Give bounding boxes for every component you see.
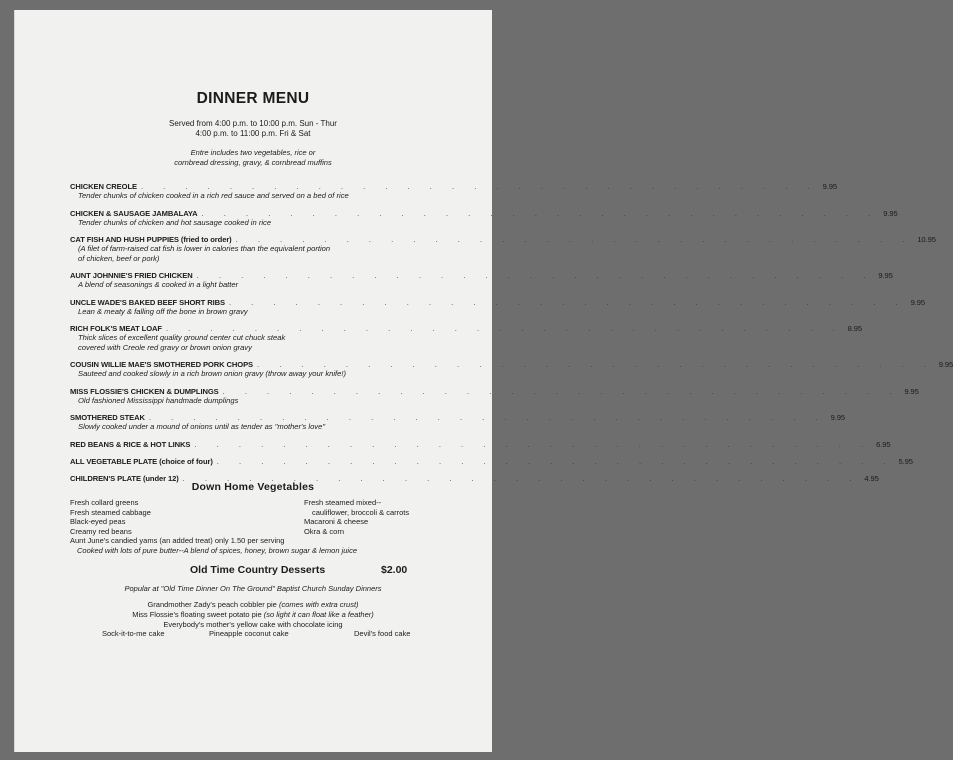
dot-leader: . . . . . . . . . . . . . . . . . . . . . . . . . . . . . . . — [235, 235, 914, 244]
menu-item-name: CAT FISH AND HUSH PUPPIES (fried to order) — [70, 235, 232, 244]
menu-item-price: 6.95 — [876, 439, 891, 449]
menu-item-description: Sauteed and cooked slowly in a rich brown onion gravy (throw away your knife!) — [78, 369, 347, 378]
menu-item-name: AUNT JOHNNIE'S FRIED CHICKEN — [70, 271, 193, 280]
dessert-item — [14, 610, 492, 620]
menu-item — [70, 360, 953, 379]
desserts-subtitle: Popular at "Old Time Dinner On The Ground" Baptist Church Sunday Dinners — [124, 584, 382, 593]
vegetables-right — [304, 498, 440, 536]
menu-item-description: covered with Creole red gravy or brown onion gravy — [78, 342, 252, 352]
dot-leader: . . . . . . . . . . . . . . . . . . . . . . . . . . . . . . . — [148, 413, 827, 422]
dot-leader: . . . . . . . . . . . . . . . . . . . . . . . . . . . . . . . — [257, 360, 935, 369]
list-item: Fresh collard greens — [70, 498, 139, 507]
menu-item-description: Old fashioned Mississippi handmade dumplings — [78, 395, 239, 405]
menu-item-description: of chicken, beef or pork) — [78, 253, 160, 263]
desserts-price: $2.00 — [381, 564, 408, 576]
entre-note — [14, 148, 492, 167]
dot-leader: . . . . . . . . . . . . . . . . . . . . . . . . . . . . . . . — [140, 182, 819, 191]
menu-item-price: 5.95 — [898, 456, 913, 466]
menu-item-line — [70, 324, 863, 333]
hours-line-2: 4:00 p.m. to 11:00 p.m. Fri & Sat — [195, 129, 311, 138]
vegetables-title: Down Home Vegetables — [191, 481, 315, 493]
menu-page — [14, 10, 953, 752]
menu-item-line — [70, 386, 919, 396]
dot-leader: . . . . . . . . . . . . . . . . . . . . . . . . . . . . . . . — [194, 439, 873, 449]
menu-item-line — [70, 271, 893, 280]
list-item: Macaroni & cheese — [304, 517, 369, 527]
dot-leader: . . . . . . . . . . . . . . . . . . . . . . . . . . . . . . . — [201, 208, 880, 218]
dot-leader: . . . . . . . . . . . . . . . . . . . . . . . . . . . . . . . — [182, 473, 861, 483]
menu-item-line — [70, 235, 936, 244]
menu-item-price: 10.95 — [917, 235, 936, 244]
menu-item-name: SMOTHERED STEAK — [70, 413, 145, 422]
hours-line-1: Served from 4:00 p.m. to 10:00 p.m. Sun - Thur — [169, 119, 337, 128]
desserts-list — [14, 600, 492, 630]
menu-item-price: 9.95 — [904, 386, 919, 396]
menu-item-line — [70, 297, 926, 307]
yams-note: Cooked with lots of pure butter--A blend of spices, honey, brown sugar & lemon juice — [77, 545, 358, 555]
menu-item-description: (A filet of farm-raised cat fish is lower in calories than the equivalent portion — [78, 244, 331, 253]
menu-item-description: A blend of seasonings & cooked in a light batter — [78, 280, 239, 289]
dot-leader: . . . . . . . . . . . . . . . . . . . . . . . . . . . . . . . — [222, 386, 901, 396]
menu-item — [70, 208, 898, 228]
menu-item-price: 9.95 — [878, 271, 893, 280]
menu-item-name: RICH FOLK'S MEAT LOAF — [70, 324, 162, 333]
menu-item — [70, 456, 913, 466]
menu-item-description: Slowly cooked under a mound of onions until as tender as "mother's love" — [78, 422, 326, 431]
menu-item-price: 9.95 — [910, 297, 926, 307]
menu-item-price: 4.95 — [864, 473, 879, 483]
menu-title: DINNER MENU — [196, 90, 310, 107]
menu-item-line — [70, 439, 891, 449]
menu-item-name: CHICKEN CREOLE — [70, 182, 137, 191]
dessert-item — [14, 600, 492, 610]
menu-item-description: Thick slices of excellent quality ground center cut chuck steak — [78, 333, 286, 342]
menu-item-name: ALL VEGETABLE PLATE (choice of four) — [70, 456, 213, 466]
menu-item-name: CHILDREN'S PLATE (under 12) — [70, 473, 179, 483]
menu-item-price: 9.95 — [830, 413, 845, 422]
dot-leader: . . . . . . . . . . . . . . . . . . . . . . . . . . . . . . . — [196, 271, 875, 280]
list-item: Okra & corn — [304, 526, 345, 536]
list-item: Fresh steamed mixed-- — [304, 498, 382, 507]
hours — [14, 119, 492, 139]
dessert-item: Devil's food cake — [354, 629, 411, 638]
menu-item-line — [70, 182, 838, 191]
entre-line-1: Entre includes two vegetables, rice or — [190, 148, 316, 157]
dot-leader: . . . . . . . . . . . . . . . . . . . . . . . . . . . . . . . — [216, 456, 895, 466]
menu-item-line — [70, 208, 898, 218]
list-item: Creamy red beans — [70, 526, 132, 536]
list-item: Black-eyed peas — [70, 517, 126, 527]
menu-item — [70, 182, 838, 201]
dot-leader: . . . . . . . . . . . . . . . . . . . . . . . . . . . . . . . — [228, 297, 907, 307]
menu-item-price: 9.95 — [822, 182, 838, 191]
dessert-name: Miss Flossie's floating sweet potato pie — [132, 610, 264, 619]
dessert-note: (comes with extra crust) — [278, 600, 359, 609]
menu-item — [70, 413, 845, 432]
menu-item-name: CHICKEN & SAUSAGE JAMBALAYA — [70, 208, 198, 218]
dessert-item: Sock-it-to-me cake — [102, 629, 165, 638]
yams-line: Aunt June's candied yams (an added treat) only 1.50 per serving — [70, 536, 285, 546]
vegetables-left — [70, 498, 304, 536]
entre-line-2: cornbread dressing, gravy, & cornbread muffins — [174, 157, 332, 167]
menu-item-line — [70, 413, 845, 422]
menu-item-description: Lean & meaty & falling off the bone in brown gravy — [78, 306, 248, 316]
dessert-item: Everybody's mother's yellow cake with chocolate icing — [163, 620, 343, 629]
menu-item-description: Tender chunks of chicken and hot sausage cooked in rice — [78, 217, 272, 227]
dessert-name: Grandmother Zady's peach cobbler pie — [147, 600, 279, 609]
menu-item-line — [70, 456, 913, 466]
vegetables-section — [70, 498, 440, 556]
menu-item — [70, 271, 893, 290]
dot-leader: . . . . . . . . . . . . . . . . . . . . . . . . . . . . . . . — [165, 324, 844, 333]
dessert-note: (so light it can float like a feather) — [263, 610, 374, 619]
menu-item — [70, 439, 891, 449]
menu-item — [70, 386, 919, 406]
list-item: cauliflower, broccoli & carrots — [312, 507, 410, 517]
dessert-item: Pineapple coconut cake — [209, 629, 289, 638]
menu-item-name: RED BEANS & RICE & HOT LINKS — [70, 439, 191, 449]
menu-item — [70, 297, 926, 317]
menu-items — [70, 182, 953, 491]
menu-item — [70, 324, 863, 352]
menu-item — [70, 235, 936, 263]
menu-item-name: COUSIN WILLIE MAE'S SMOTHERED PORK CHOPS — [70, 360, 254, 369]
desserts-title: Old Time Country Desserts — [190, 564, 326, 576]
menu-item-description: Tender chunks of chicken cooked in a rich red sauce and served on a bed of rice — [78, 191, 349, 200]
list-item: Fresh steamed cabbage — [70, 507, 151, 517]
menu-item-price: 8.95 — [847, 324, 863, 333]
menu-item-name: MISS FLOSSIE'S CHICKEN & DUMPLINGS — [70, 386, 219, 396]
menu-item-name: UNCLE WADE'S BAKED BEEF SHORT RIBS — [70, 297, 225, 307]
menu-item-price: 9.95 — [883, 208, 898, 218]
menu-item-line — [70, 360, 953, 369]
menu-item-price: 9.95 — [938, 360, 953, 369]
